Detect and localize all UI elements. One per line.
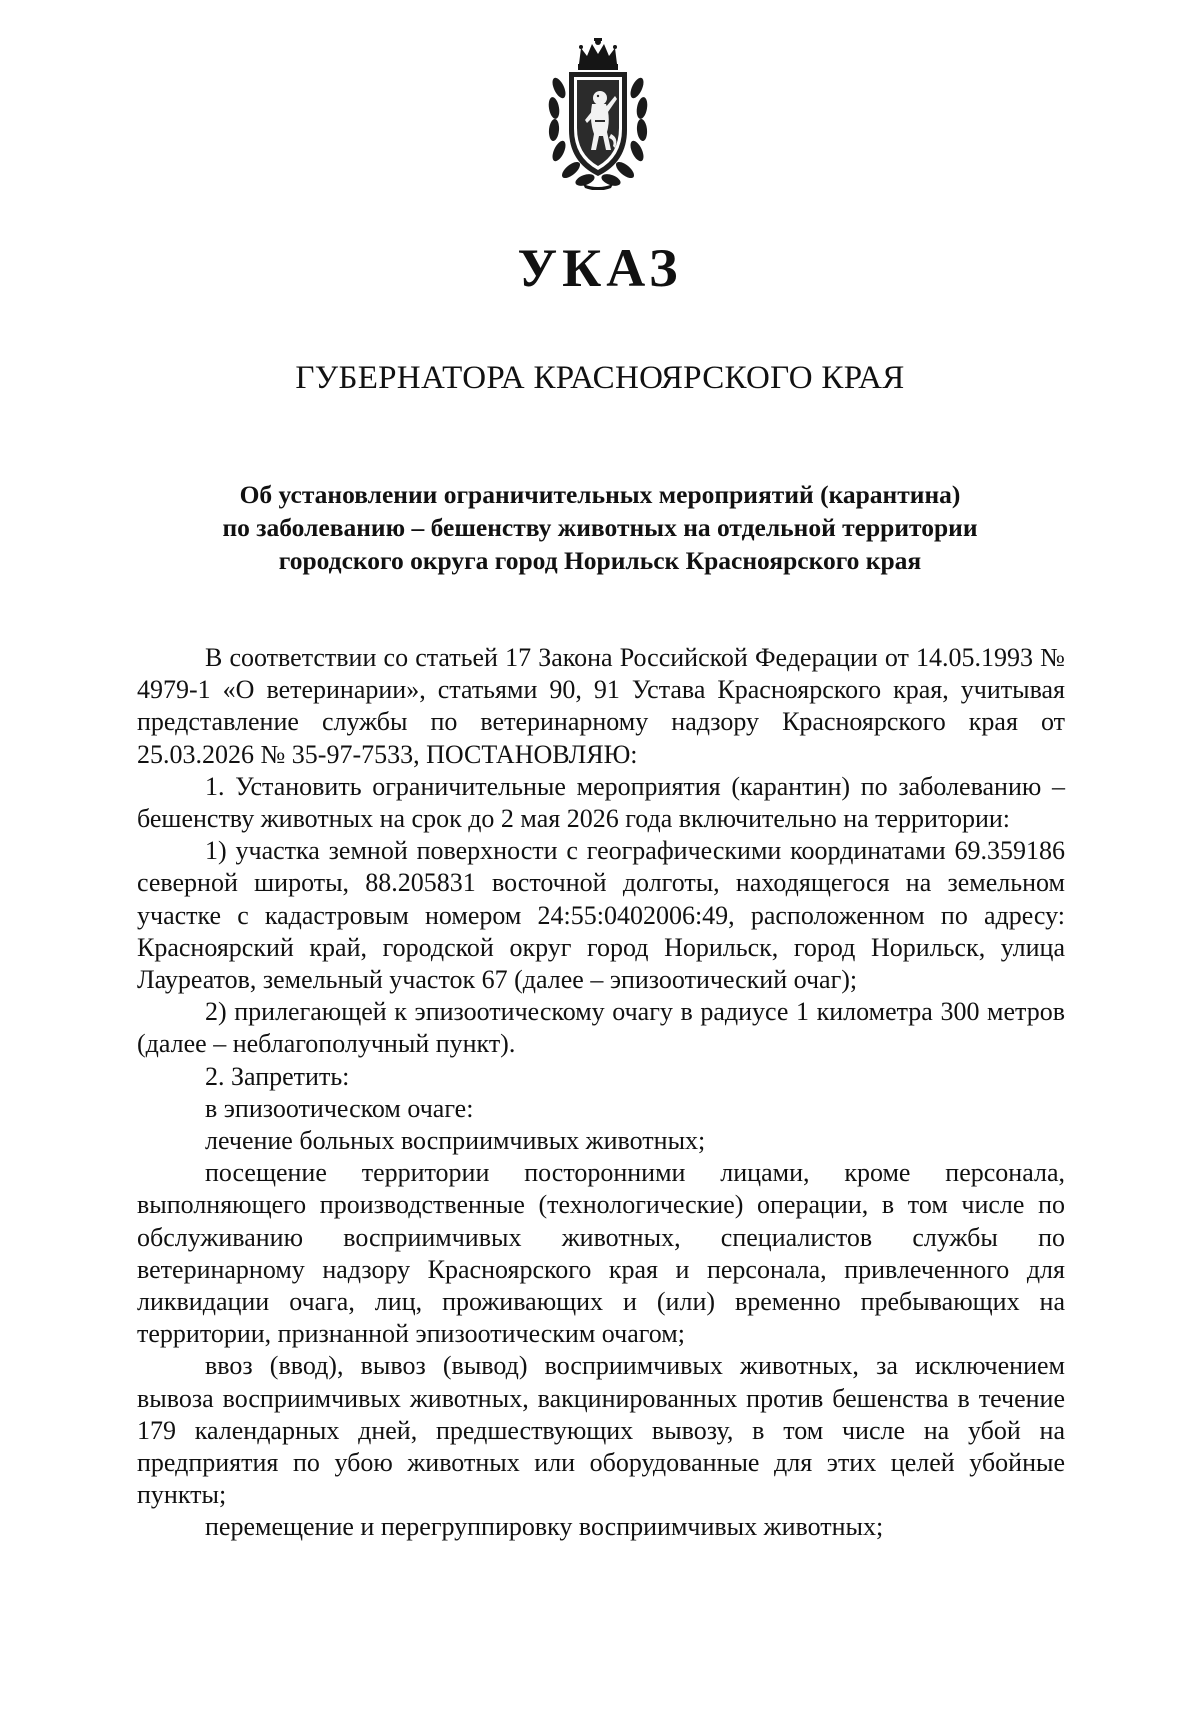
paragraph-subheading: в эпизоотическом очаге: bbox=[205, 1093, 474, 1123]
subject-line: городского округа город Норильск Красноярского края bbox=[278, 546, 922, 575]
paragraph-item-2: 2. Запретить: bbox=[205, 1061, 350, 1091]
subject-line: Об установлении ограничительных мероприятий (карантина) bbox=[239, 480, 961, 509]
paragraph-ban-regrouping: перемещение и перегруппировку восприимчивых животных; bbox=[205, 1512, 884, 1542]
paragraph-ban-transport: ввоз (ввод), вывоз (вывод) восприимчивых животных, за исключением вывоза восприимчивых животных, вакцинированных против бешенства в течение 179 календарных дней, предшествующих вывозу, в том числе на убой на предприятия по убою животных или оборудованные для этих целей убойные пункты; bbox=[137, 1351, 1065, 1510]
document-issuer: ГУБЕРНАТОРА КРАСНОЯРСКОГО КРАЯ bbox=[295, 360, 905, 396]
paragraph-preamble: В соответствии со статьей 17 Закона Российской Федерации от 14.05.1993 № 4979-1 «О ветеринарии», статьями 90, 91 Устава Красноярского края, учитывая представление службы по ветеринарному надзору Красноярского края от 25.03.2026 № 35-97-7533, ПОСТАНОВЛЯЮ: bbox=[137, 643, 1065, 769]
paragraph-item-1-1: 1) участка земной поверхности с географическими координатами 69.359186 северной широты, 88.205831 восточной долготы, находящегося на земельном участке с кадастровым номером 24:55:0402006:49, расположенном по адресу: Красноярский край, городской округ город Норильск, город Норильск, улица Лауреатов, земельный участок 67 (далее – эпизоотический очаг); bbox=[137, 836, 1065, 995]
subject-line: по заболеванию – бешенству животных на отдельной территории bbox=[222, 513, 978, 542]
paragraph-ban-visits: посещение территории посторонними лицами, кроме персонала, выполняющего производственные (технологические) операции, в том числе по обслуживанию восприимчивых животных, специалистов службы по ветеринарному надзору Красноярского края и персонала, привлеченного для ликвидации очага, лиц, проживающих и (или) временно пребывающих на территории, признанной эпизоотическим очагом; bbox=[137, 1158, 1065, 1349]
coat-of-arms-icon bbox=[545, 38, 651, 190]
paragraph-ban-treatment: лечение больных восприимчивых животных; bbox=[205, 1126, 706, 1156]
document-title: УКАЗ bbox=[517, 238, 683, 298]
document-body bbox=[137, 642, 1065, 1544]
paragraph-item-1-2: 2) прилегающей к эпизоотическому очагу в радиусе 1 километра 300 метров (далее – неблагополучный пункт). bbox=[137, 997, 1065, 1059]
document-subject bbox=[140, 478, 1060, 577]
paragraph-item-1: 1. Установить ограничительные мероприятия (карантин) по заболеванию – бешенству животных на срок до 2 мая 2026 года включительно на территории: bbox=[137, 771, 1065, 834]
